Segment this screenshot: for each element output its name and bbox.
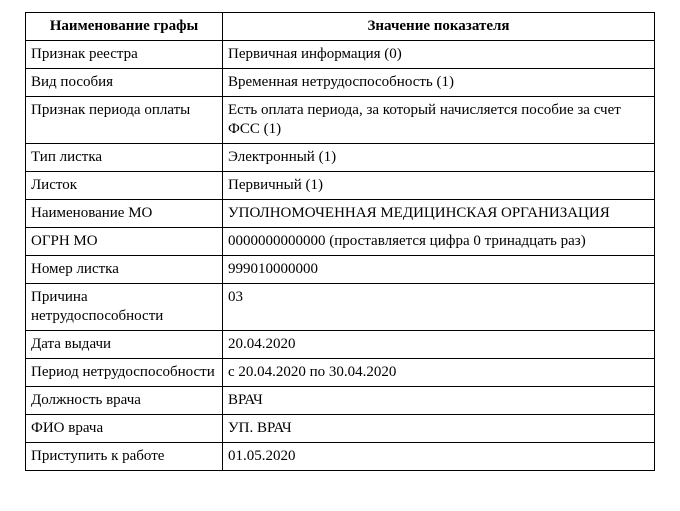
row-label: Период нетрудоспособности <box>26 359 223 387</box>
table-row <box>26 200 655 228</box>
row-label: Приступить к работе <box>26 443 223 471</box>
table-row <box>26 415 655 443</box>
row-label: Должность врача <box>26 387 223 415</box>
row-label: Признак периода оплаты <box>26 97 223 144</box>
row-label: Причина нетрудоспособности <box>26 284 223 331</box>
row-value: ВРАЧ <box>223 387 655 415</box>
table-row <box>26 228 655 256</box>
table-row <box>26 359 655 387</box>
row-value: с 20.04.2020 по 30.04.2020 <box>223 359 655 387</box>
row-label: Вид пособия <box>26 69 223 97</box>
row-label: Дата выдачи <box>26 331 223 359</box>
sick-leave-fields-table <box>25 12 655 471</box>
row-value: 0000000000000 (проставляется цифра 0 тринадцать раз) <box>223 228 655 256</box>
row-value: 999010000000 <box>223 256 655 284</box>
row-value: УПОЛНОМОЧЕННАЯ МЕДИЦИНСКАЯ ОРГАНИЗАЦИЯ <box>223 200 655 228</box>
table-row <box>26 97 655 144</box>
header-field-value: Значение показателя <box>223 13 655 41</box>
row-value: Первичная информация (0) <box>223 41 655 69</box>
header-field-name: Наименование графы <box>26 13 223 41</box>
row-label: Наименование МО <box>26 200 223 228</box>
table-row <box>26 387 655 415</box>
row-label: Листок <box>26 172 223 200</box>
table-row <box>26 144 655 172</box>
row-label: Тип листка <box>26 144 223 172</box>
row-label: Номер листка <box>26 256 223 284</box>
table-row <box>26 331 655 359</box>
table-row <box>26 69 655 97</box>
table-header-row <box>26 13 655 41</box>
row-value: 01.05.2020 <box>223 443 655 471</box>
row-value: 03 <box>223 284 655 331</box>
row-label: ФИО врача <box>26 415 223 443</box>
row-label: Признак реестра <box>26 41 223 69</box>
table-row <box>26 172 655 200</box>
row-label: ОГРН МО <box>26 228 223 256</box>
row-value: Электронный (1) <box>223 144 655 172</box>
row-value: УП. ВРАЧ <box>223 415 655 443</box>
table-row <box>26 284 655 331</box>
table-row <box>26 256 655 284</box>
table-row <box>26 443 655 471</box>
table-row <box>26 41 655 69</box>
row-value: Есть оплата периода, за который начисляется пособие за счет ФСС (1) <box>223 97 655 144</box>
row-value: 20.04.2020 <box>223 331 655 359</box>
row-value: Первичный (1) <box>223 172 655 200</box>
row-value: Временная нетрудоспособность (1) <box>223 69 655 97</box>
